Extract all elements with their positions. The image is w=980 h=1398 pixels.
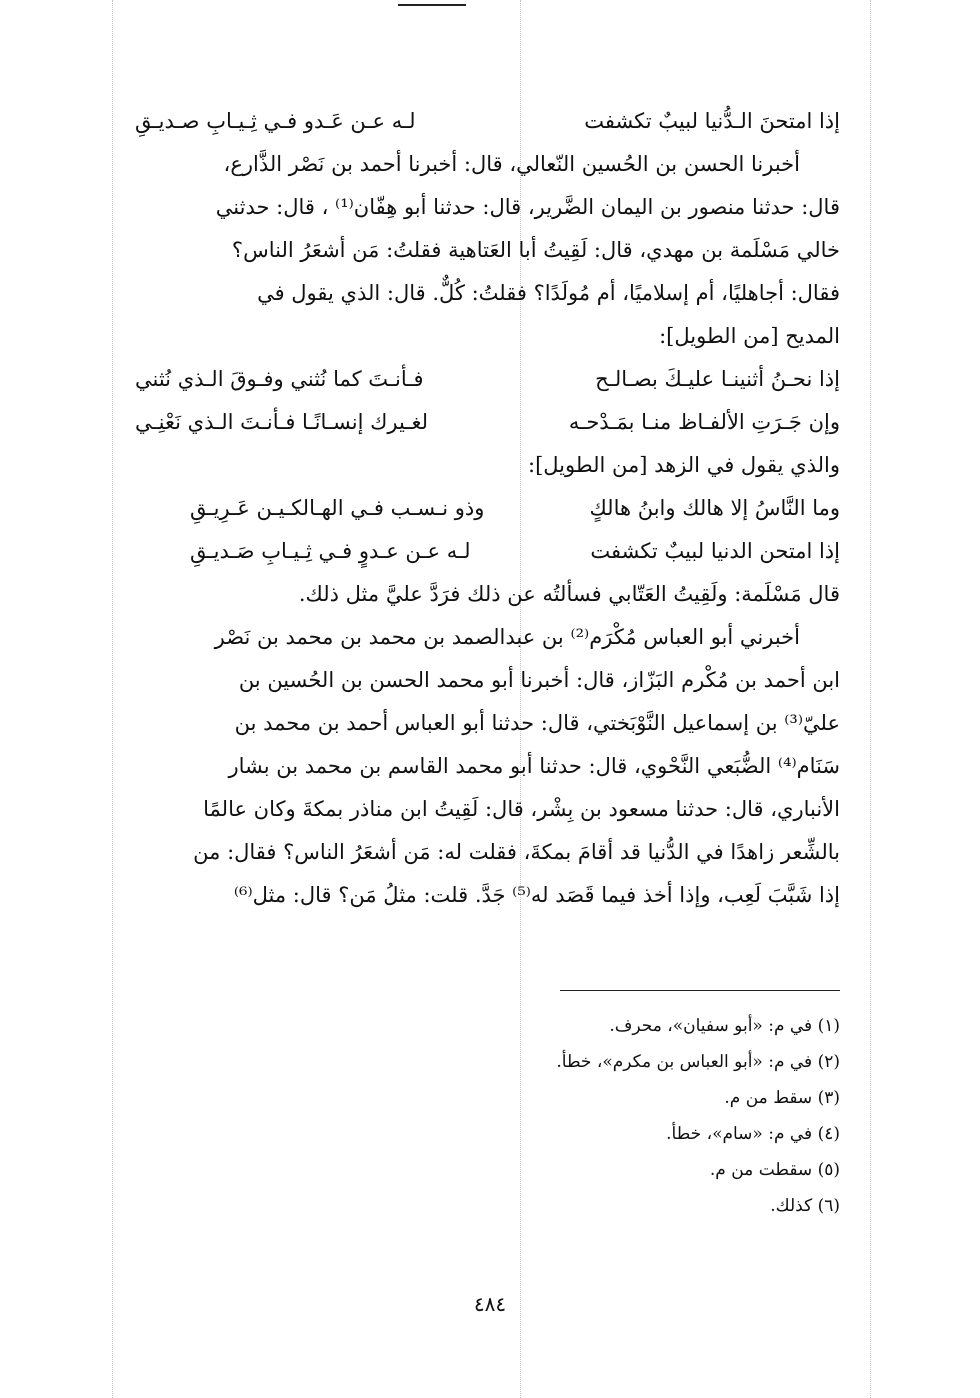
scan-guide-line	[870, 0, 871, 1398]
text-line: قال مَسْلَمة: ولَقِيتُ العَتّابي فسألتُه عن ذلك فرَدَّ عليَّ مثل ذلك.	[298, 582, 840, 606]
verse-second-hemistich: لـه عـن عَـدو فـي ثِـيـابِ صـديـقِ	[135, 109, 416, 133]
verse-line	[135, 100, 840, 143]
text-line: سَنَام⁽⁴⁾ الضُّبَعي النَّحْوي، قال: حدثنا أبو محمد القاسم بن محمد بن بشار	[228, 754, 840, 778]
verse-line	[190, 487, 840, 530]
footnote: (٦) كذلك.	[770, 1196, 840, 1216]
footnotes	[340, 1008, 840, 1224]
footnote: (٣) سقط من م.	[724, 1088, 840, 1108]
text-line: أخبرنا الحسن بن الحُسين النّعالي، قال: أخبرنا أحمد بن نَصْر الذَّارع،	[223, 152, 800, 176]
text-line: المديح [من الطويل]:	[659, 324, 840, 348]
verse-first-hemistich: وإن جَـرَتِ الألفـاظ منـا بمَـدْحـه	[568, 410, 840, 434]
verse-first-hemistich: وما النَّاسُ إلا هالك وابنُ هالكٍ	[589, 496, 840, 520]
text-line: فقال: أجاهليًا، أم إسلاميًا، أم مُولَدًا؟ فقلتُ: كُلٌّ. قال: الذي يقول في	[257, 281, 840, 305]
footnote: (١) في م: «أبو سفيان»، محرف.	[609, 1016, 840, 1036]
verse-second-hemistich: فـأنـتَ كما نُثني وفـوقَ الـذي نُثني	[135, 367, 424, 391]
text-line: خالي مَسْلَمة بن مهدي، قال: لَقِيتُ أبا العَتاهية فقلتُ: مَن أشعَرُ الناس؟	[231, 238, 840, 262]
verse-first-hemistich: إذا نحـنُ أثنينـا عليـكَ بصـالـح	[595, 367, 840, 391]
footnote: (٤) في م: «سام»، خطأ.	[666, 1124, 840, 1144]
text-line: قال: حدثنا منصور بن اليمان الضَّرير، قال: حدثنا أبو هِفّان⁽¹⁾ ، قال: حدثني	[215, 195, 840, 219]
verse-second-hemistich: لـه عـن عـدوٍ فـي ثِـيـابِ صَـديـقِ	[190, 539, 471, 563]
text-line: عليّ⁽³⁾ بن إسماعيل النَّوْبَختي، قال: حدثنا أبو العباس أحمد بن محمد بن	[234, 711, 840, 735]
footnote-rule	[560, 990, 840, 991]
verse-first-hemistich: إذا امتحن الدنيا لبيبٌ تكشفت	[590, 539, 840, 563]
top-rule	[398, 4, 466, 6]
verse-first-hemistich: إذا امتحنَ الـدُّنيا لبيبٌ تكشفت	[584, 109, 840, 133]
text-line: إذا شَبَّبَ لَعِب، وإذا أخذ فيما قَصَد له⁽⁵⁾ جَدَّ. قلت: مثلُ مَن؟ قال: مثل⁽⁶⁾	[233, 883, 840, 907]
page-number: ٤٨٤	[473, 1292, 507, 1316]
text-line: الأنباري، قال: حدثنا مسعود بن بِشْر، قال: لَقِيتُ ابن مناذر بمكةَ وكان عالمًا	[203, 797, 840, 821]
verse-line	[135, 358, 840, 401]
text-line: ابن أحمد بن مُكْرم البَزّاز، قال: أخبرنا أبو محمد الحسن بن الحُسين بن	[238, 668, 840, 692]
verse-second-hemistich: لغـيرك إنسـانًـا فـأنـتَ الـذي نَعْنِـي	[135, 410, 428, 434]
text-line: بالشِّعر زاهدًا في الدُّنيا قد أقامَ بمكةَ، فقلت له: مَن أشعَرُ الناس؟ فقال: من	[193, 840, 840, 864]
footnote: (٢) في م: «أبو العباس بن مكرم»، خطأ.	[556, 1052, 840, 1072]
verse-line	[135, 401, 840, 444]
footnote: (٥) سقطت من م.	[709, 1160, 840, 1180]
scan-guide-line	[112, 0, 113, 1398]
verse-second-hemistich: وذو نـسـب فـي الهـالكـيـن عَـرِيـقِ	[190, 496, 485, 520]
text-line: أخبرني أبو العباس مُكْرَم⁽²⁾ بن عبدالصمد بن محمد بن محمد بن نَصْر	[214, 625, 800, 649]
text-line: والذي يقول في الزهد [من الطويل]:	[528, 453, 840, 477]
verse-line	[190, 530, 840, 573]
main-text	[135, 100, 840, 917]
